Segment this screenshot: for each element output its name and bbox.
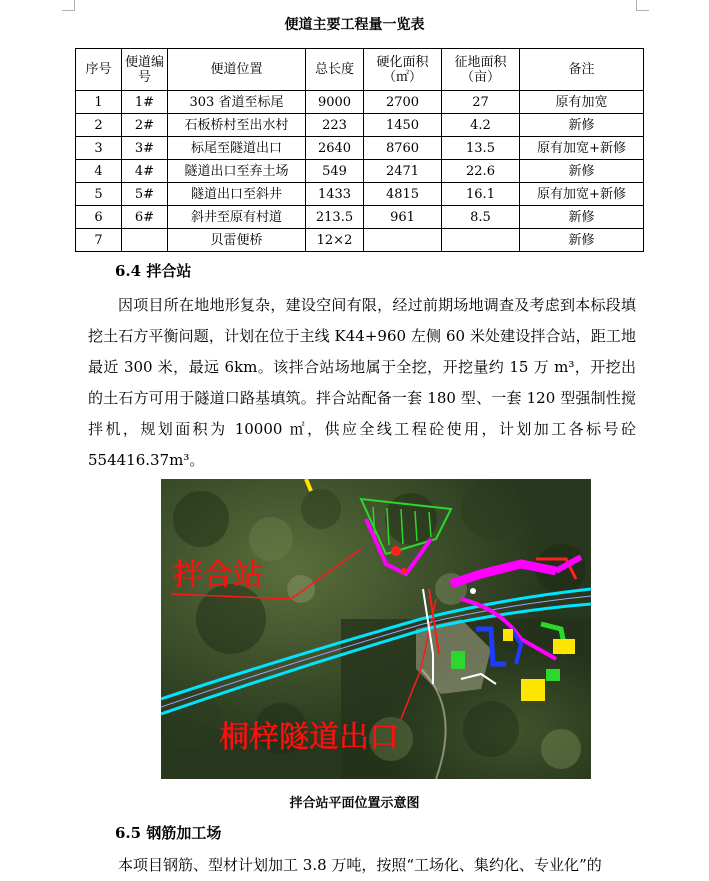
cell: 石板桥村至出水村	[168, 114, 306, 137]
cell: 2471	[364, 160, 442, 183]
cell: 213.5	[306, 206, 364, 229]
cell: 2700	[364, 91, 442, 114]
cell: 8.5	[442, 206, 520, 229]
table-title: 便道主要工程量一览表	[284, 17, 425, 33]
cell: 7	[76, 229, 122, 252]
header-cell: 备注	[520, 49, 644, 91]
cell: 6	[76, 206, 122, 229]
cell: 5#	[122, 183, 168, 206]
section-heading-rebar-yard: 6.5 钢筋加工场	[115, 824, 222, 842]
cell: 22.6	[442, 160, 520, 183]
paragraph-text: 因项目所在地地形复杂，建设空间有限，经过前期场地调查及考虑到本标段填挖土石方平衡问题，计划在位于主线 K44+960 左侧 60 米处建设拌合站，距工地最近 300 米，最远 6km。该拌合站场地属于全挖，开挖量约 15 万 m³，开挖出的土石方可用于隧道口路基填筑。拌合站配备一套 180 型、一套 120 型强制性搅拌机，规划面积为 10000 ㎡，供应全线工程砼使用，计划加工各标号砼 554416.37m³。	[88, 296, 636, 469]
cell: 贝雷便桥	[168, 229, 306, 252]
cell: 1	[76, 91, 122, 114]
mixing-station-paragraph	[88, 290, 636, 476]
cell: 16.1	[442, 183, 520, 206]
cell: 3#	[122, 137, 168, 160]
cell: 223	[306, 114, 364, 137]
table-row	[76, 206, 644, 229]
cell: 9000	[306, 91, 364, 114]
cell: 5	[76, 183, 122, 206]
cell	[442, 229, 520, 252]
cell: 新修	[520, 114, 644, 137]
table-row	[76, 114, 644, 137]
cell: 1#	[122, 91, 168, 114]
section-heading-mixing-station: 6.4 拌合站	[115, 262, 192, 280]
table-row	[76, 91, 644, 114]
table-row	[76, 229, 644, 252]
cell	[364, 229, 442, 252]
cell: 新修	[520, 160, 644, 183]
cell: 8760	[364, 137, 442, 160]
cell: 新修	[520, 229, 644, 252]
table-row	[76, 183, 644, 206]
header-cell: 便道位置	[168, 49, 306, 91]
cell: 4.2	[442, 114, 520, 137]
road-quantity-table	[75, 48, 644, 252]
cell: 隧道出口至弃土场	[168, 160, 306, 183]
cell: 斜井至原有村道	[168, 206, 306, 229]
cell: 2#	[122, 114, 168, 137]
header-cell: 总长度	[306, 49, 364, 91]
table-row	[76, 137, 644, 160]
cell: 2640	[306, 137, 364, 160]
crop-mark-top-right	[636, 0, 649, 11]
site-plan-image	[161, 479, 591, 779]
figure-caption: 拌合站平面位置示意图	[289, 796, 420, 811]
mixing-station-label: 拌合站	[173, 558, 263, 593]
table-row	[76, 160, 644, 183]
cell: 原有加宽+新修	[520, 183, 644, 206]
header-cell: 便道编号	[122, 49, 168, 91]
header-cell: 序号	[76, 49, 122, 91]
cell: 961	[364, 206, 442, 229]
cell	[122, 229, 168, 252]
cell: 4815	[364, 183, 442, 206]
cell: 2	[76, 114, 122, 137]
paragraph-text: 本项目钢筋、型材计划加工 3.8 万吨，按照“工场化、集约化、专业化”的	[118, 856, 602, 874]
rebar-yard-paragraph	[88, 850, 648, 881]
cell: 549	[306, 160, 364, 183]
table-header-row	[76, 49, 644, 91]
cell: 新修	[520, 206, 644, 229]
cell: 4	[76, 160, 122, 183]
cell: 4#	[122, 160, 168, 183]
cell: 303 省道至标尾	[168, 91, 306, 114]
cell: 12×2	[306, 229, 364, 252]
cell: 3	[76, 137, 122, 160]
cell: 6#	[122, 206, 168, 229]
cell: 27	[442, 91, 520, 114]
cell: 原有加宽	[520, 91, 644, 114]
cell: 13.5	[442, 137, 520, 160]
header-cell: 硬化面积（㎡）	[364, 49, 442, 91]
crop-mark-top-left	[62, 0, 75, 11]
cell: 原有加宽+新修	[520, 137, 644, 160]
cell: 1433	[306, 183, 364, 206]
cell: 标尾至隧道出口	[168, 137, 306, 160]
cell: 隧道出口至斜井	[168, 183, 306, 206]
cell: 1450	[364, 114, 442, 137]
header-cell: 征地面积（亩）	[442, 49, 520, 91]
tunnel-exit-label: 桐梓隧道出口	[219, 720, 399, 755]
